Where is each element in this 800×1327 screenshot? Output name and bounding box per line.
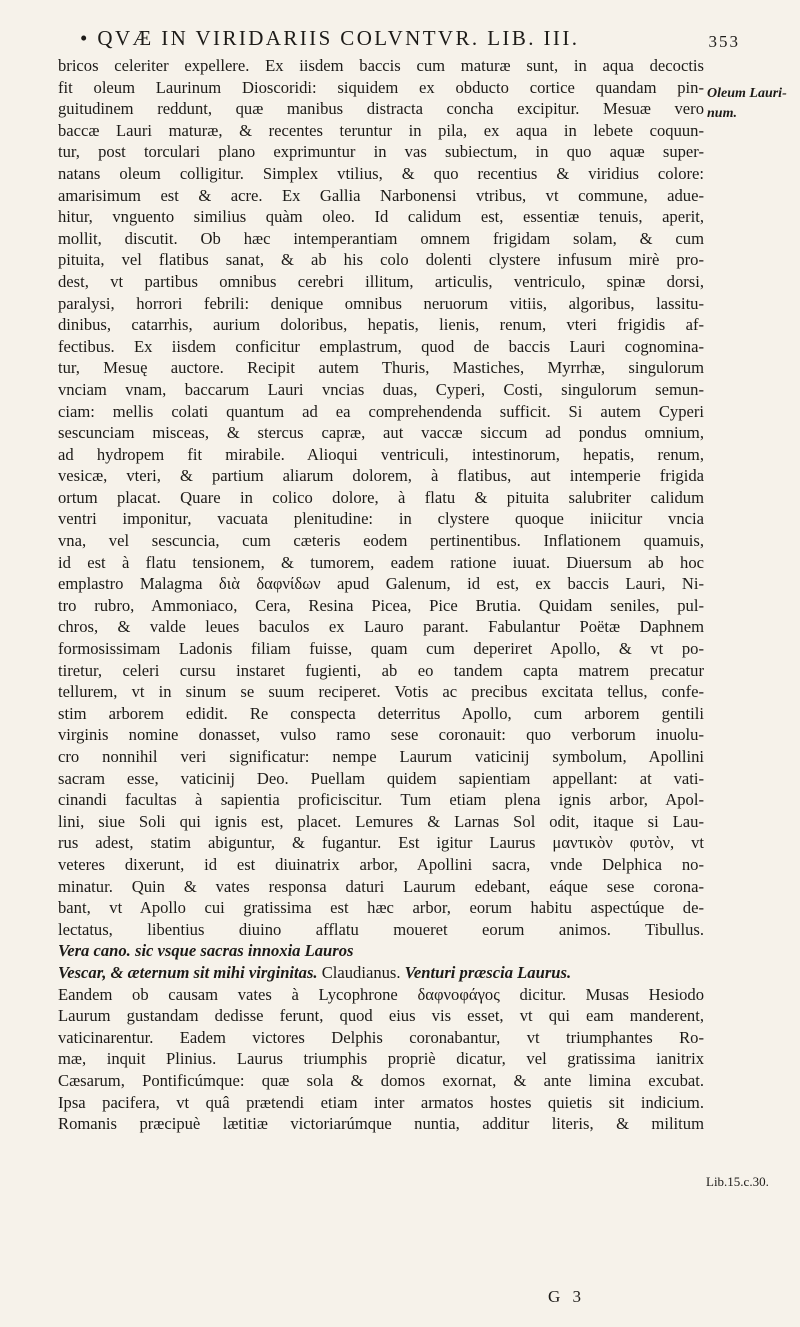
verse-text: Vescar, & æternum sit mihi virginitas.	[58, 962, 318, 982]
text-line: Cæsarum, Pontificúmque: quæ sola & domos exornat, & ante limina excubat.	[58, 1070, 704, 1090]
text-line: cro nonnihil veri significatur: nempe Laurum vaticinij symbolum, Apollini	[58, 747, 704, 766]
text-line: bant, vt Apollo cui gratissima est hæc arbor, eorum habitu aspectúque de-	[58, 898, 704, 918]
text-line: stim arborem edidit. Re conspecta deterritus Apollo, cum arborem gentili	[58, 703, 704, 723]
signature-mark: G 3	[548, 1287, 586, 1306]
body-text	[58, 55, 704, 1135]
after-text-block	[58, 984, 704, 1135]
main-text-block	[58, 55, 704, 940]
verse-text: Vera cano. sic vsque sacras innoxia Lauros	[58, 941, 354, 961]
verse-line-1	[58, 940, 704, 962]
verse-line-2	[58, 962, 704, 984]
text-line: cinandi facultas à sapientia proficiscitur. Tum etiam plena ignis arbor, Apol-	[58, 790, 704, 810]
text-line: amarisimum est & acre. Ex Gallia Narbonensi vtribus, vt commune, adue-	[58, 185, 704, 205]
text-line: rus adest, statim abiguntur, & fugantur. Est igitur Laurus μαντικὸν φυτὸν, vt	[58, 833, 704, 853]
text-line: hitur, vnguento similius quàm oleo. Id calidum est, essentiæ tenuis, aperit,	[58, 207, 704, 227]
text-line: id est à flatu tensionem, & tumorem, eadem ratione iuuat. Diuersum ab hoc	[58, 552, 704, 572]
text-line: chros, & valde leues baculos ex Lauro parant. Fabulantur Poëtæ Daphnem	[58, 617, 704, 637]
text-line: baccæ Lauri maturæ, & recentes teruntur in pila, ex aqua in lebete coquun-	[58, 120, 704, 140]
text-line: virginis nomine donasset, vulso ramo sese coronauit: quo verborum inuolu-	[58, 725, 704, 745]
text-line: vna, vel sescuncia, cum cæteris eodem pertinentibus. Inflationem quamuis,	[58, 531, 704, 551]
text-line: ortum placat. Quare in colico dolore, à flatu & pituita salubriter calidum	[58, 487, 704, 507]
text-line: formosissimam Ladonis filiam fuisse, quam cum deperiret Apollo, & vt po-	[58, 639, 704, 659]
text-line: tur, post torculari plano exprimuntur in vas subiectum, in quo aquæ super-	[58, 142, 704, 162]
author-name: Claudianus.	[317, 962, 405, 982]
text-line: sescunciam misceas, & stercus capræ, aut vaccæ siccum ad pondus omnium,	[58, 423, 704, 443]
text-line: vaticinarentur. Eadem victores Delphis coronabantur, vt triumphantes Ro-	[58, 1027, 704, 1047]
text-line: Laurum gustandam dedisse ferunt, quod eius vis esset, vt qui eam manderent,	[58, 1006, 704, 1026]
text-line: fectibus. Ex iisdem conficitur emplastrum, quod de baccis Lauri cognomina-	[58, 336, 704, 356]
text-line: sacram esse, vaticinij Deo. Puellam quidem sapientiam appellant: at vati-	[58, 768, 704, 788]
text-line: minatur. Quin & vates responsa daturi Laurum edebant, eáque sese corona-	[58, 876, 704, 896]
verse-text: Venturi præscia Laurus.	[404, 962, 572, 982]
text-line: bricos celeriter expellere. Ex iisdem baccis cum maturæ sunt, in aqua decoctis	[58, 56, 704, 75]
text-line: tro rubro, Ammoniaco, Cera, Resina Picea, Pice Brutia. Quidam seniles, pul-	[58, 595, 704, 615]
text-line: tiretur, celeri cursu instaret fugienti, ab eo tandem capta matrem precatur	[58, 660, 704, 680]
text-line: mollit, discutit. Ob hæc intemperantiam omnem frigidam solam, & cum	[58, 228, 704, 248]
page-header	[80, 22, 740, 56]
margin-note-citation: Lib.15.c.30.	[706, 1174, 769, 1189]
text-line: Ipsa pacifera, vt quâ prætendi etiam inter armatos hostes quietis sit indicium.	[58, 1092, 704, 1112]
running-head: • QVÆ IN VIRIDARIIS COLVNTVR. LIB. III.	[80, 26, 580, 50]
text-line: vesicæ, vteri, & partium aliarum dolorem, à flatibus, aut intemperie frigida	[58, 466, 704, 486]
text-line: lini, siue Soli qui ignis est, placet. Lemures & Larnas Sol odit, itaque si Lau-	[58, 811, 704, 831]
text-line: emplastro Malagma διὰ δαφνίδων apud Galenum, id est, ex baccis Lauri, Ni-	[58, 574, 704, 594]
text-line: dinibus, catarrhis, aurium doloribus, hepatis, lienis, renum, vteri frigidis af-	[58, 315, 704, 335]
text-line: ciam: mellis colati quantum ad ea comprehendenda sufficit. Si autem Cyperi	[58, 401, 704, 421]
text-line: natans oleum colligitur. Simplex vtilius, & quo recentius & viridius colore:	[58, 163, 704, 183]
margin-note-oleum: Oleum Lauri-num.	[707, 86, 787, 121]
text-line: mæ, inquit Plinius. Laurus triumphis propriè dicatur, vel gratissima ianitrix	[58, 1049, 704, 1069]
text-line: pituita, vel flatibus sanat, & ab his colo dolenti clystere infusum mirè pro-	[58, 250, 704, 270]
page-number: 353	[708, 32, 740, 51]
text-line: Romanis præcipuè lætitiæ victoriarúmque nuntia, additur literis, & militum	[58, 1114, 704, 1134]
text-line: tellurem, vt in sinum se suum reciperet. Votis ac precibus excitata tellus, confe-	[58, 682, 704, 702]
text-line: paralysi, horrori febrili: denique omnibus neruorum vitiis, algoribus, lassitu-	[58, 293, 704, 313]
text-line: lectatus, libentius diuino afflatu moueret eorum animos. Tibullus.	[58, 919, 704, 939]
text-line: guitudinem reddunt, quæ manibus distracta concha excipitur. Mesuæ vero	[58, 99, 704, 119]
text-line: vnciam vnam, baccarum Lauri vncias duas, Cyperi, Costi, singulorum semun-	[58, 379, 704, 399]
text-line: fit oleum Laurinum Dioscoridi: siquidem ex obducto cortice quandam pin-	[58, 77, 704, 97]
text-line: Eandem ob causam vates à Lycophrone δαφνοφάγος dicitur. Musas Hesiodo	[58, 984, 704, 1004]
text-line: ad hydropem fit mirabile. Alioqui ventriculi, intestinorum, hepatis, renum,	[58, 444, 704, 464]
text-line: tur, Mesuę auctore. Recipit autem Thuris, Mastiches, Myrrhæ, singulorum	[58, 358, 704, 378]
text-line: veteres dixerunt, id est diuinatrix arbor, Apollini sacra, vnde Delphica no-	[58, 854, 704, 874]
text-line: ventri imponitur, vacuata plenitudine: in clystere quoque iniicitur vncia	[58, 509, 704, 529]
text-line: dest, vt partibus omnibus cerebri illitum, articulis, ventriculo, spinæ dorsi,	[58, 271, 704, 291]
